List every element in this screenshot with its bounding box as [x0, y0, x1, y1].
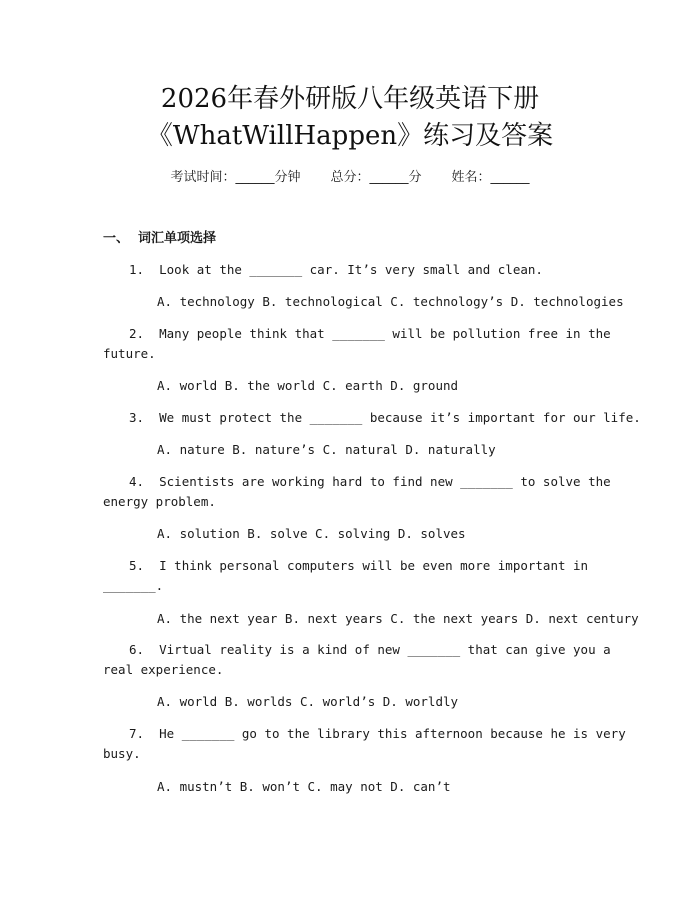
question-text-continued: _______. [103, 578, 164, 593]
exam-name: 姓名：______ [451, 170, 530, 185]
question-item [103, 640, 611, 680]
document-title-line1: 2026年春外研版八年级英语下册 [160, 84, 540, 114]
question-options: A. world B. the world C. earth D. ground [157, 378, 459, 393]
question-text: Scientists are working hard to find new _______ to solve the [159, 474, 611, 489]
question-text-continued: future. [103, 346, 156, 361]
question-number: 1. [129, 262, 145, 277]
question-text: I think personal computers will be even more important in [159, 558, 589, 573]
document-title-line2: 《WhatWillHappen》练习及答案 [146, 121, 554, 151]
question-item [103, 408, 641, 428]
question-options: A. technology B. technological C. technology’s D. technologies [157, 294, 624, 309]
question-text-continued: energy problem. [103, 494, 216, 509]
question-number: 3. [129, 410, 145, 425]
section-heading [103, 229, 216, 249]
exam-time: 考试时间：______分钟 [170, 170, 301, 185]
question-text-continued: busy. [103, 746, 141, 761]
question-text-continued: real experience. [103, 662, 224, 677]
question-item [103, 724, 626, 764]
exam-score: 总分：______分 [330, 170, 422, 185]
question-number: 5. [129, 558, 145, 573]
question-options: A. nature B. nature’s C. natural D. naturally [157, 442, 496, 457]
question-number: 4. [129, 474, 145, 489]
question-options: A. solution B. solve C. solving D. solves [157, 526, 466, 541]
question-text: Virtual reality is a kind of new _______ that can give you a [159, 642, 611, 657]
question-item [103, 260, 603, 280]
section-number: 一、 [103, 231, 130, 246]
question-number: 7. [129, 726, 145, 741]
question-number: 2. [129, 326, 145, 341]
question-options: A. mustn’t B. won’t C. may not D. can’t [157, 779, 451, 794]
question-item [103, 324, 611, 364]
question-options: A. world B. worlds C. world’s D. worldly [157, 694, 459, 709]
question-item [103, 556, 603, 596]
exam-meta [0, 168, 700, 188]
question-text: We must protect the _______ because it’s important for our life. [159, 410, 641, 425]
question-item [103, 472, 611, 512]
section-title: 词汇单项选择 [138, 231, 217, 246]
question-text: He _______ go to the library this afternoon because he is very [159, 726, 626, 741]
question-options: A. the next year B. next years C. the next years D. next century [157, 611, 639, 626]
question-text: Look at the _______ car. It’s very small and clean. [159, 262, 543, 277]
question-number: 6. [129, 642, 145, 657]
question-text: Many people think that _______ will be pollution free in the [159, 326, 611, 341]
